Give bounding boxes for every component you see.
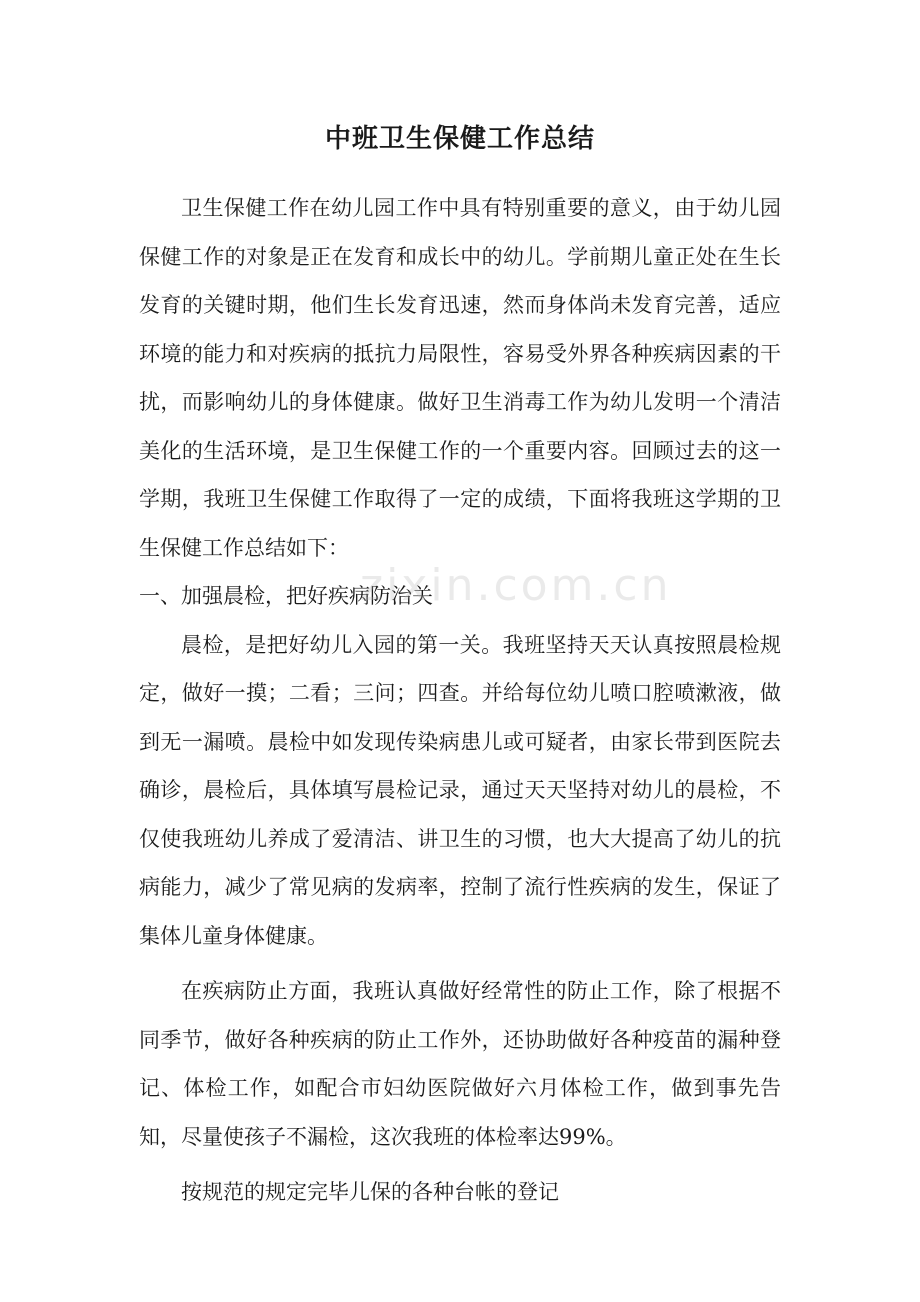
paragraph-morning-check: 晨检，是把好幼儿入园的第一关。我班坚持天天认真按照晨检规定，做好一摸；二看；三问；四查。并给每位幼儿喷口腔喷漱液，做到无一漏喷。晨检中如发现传染病患儿或可疑者，由家长带到医院去确诊，晨检后，具体填写晨检记录，通过天天坚持对幼儿的晨检，不仅使我班幼儿养成了爱清洁、讲卫生的习惯，也大大提高了幼儿的抗病能力，减少了常见病的发病率，控制了流行性疾病的发生，保证了集体儿童身体健康。: [139, 632, 781, 948]
watermark-text: zixin.com.cn: [360, 560, 672, 611]
document-title: 中班卫生保健工作总结: [324, 124, 595, 154]
section-heading: 一、加强晨检，把好疾病防治关: [139, 584, 433, 608]
paragraph-disease-prevention: 在疾病防止方面，我班认真做好经常性的防止工作，除了根据不同季节，做好各种疾病的防止工作外，还协助做好各种疫苗的漏种登记、体检工作，如配合市妇幼医院做好六月体检工作，做到事先告知，尽量使孩子不漏检，这次我班的体检率达99%。: [139, 979, 781, 1149]
paragraph-intro: 卫生保健工作在幼儿园工作中具有特别重要的意义，由于幼儿园保健工作的对象是正在发育和成长中的幼儿。学前期儿童正处在生长发育的关键时期，他们生长发育迅速，然而身体尚未发育完善，适应环境的能力和对疾病的抵抗力局限性，容易受外界各种疾病因素的干扰，而影响幼儿的身体健康。做好卫生消毒工作为幼儿发明一个清洁美化的生活环境，是卫生保健工作的一个重要内容。回顾过去的这一学期，我班卫生保健工作取得了一定的成绩，下面将我班这学期的卫生保健工作总结如下：: [139, 196, 781, 560]
paragraph-records: 按规范的规定完毕儿保的各种台帐的登记: [181, 1180, 559, 1204]
document-body: [139, 184, 781, 1217]
